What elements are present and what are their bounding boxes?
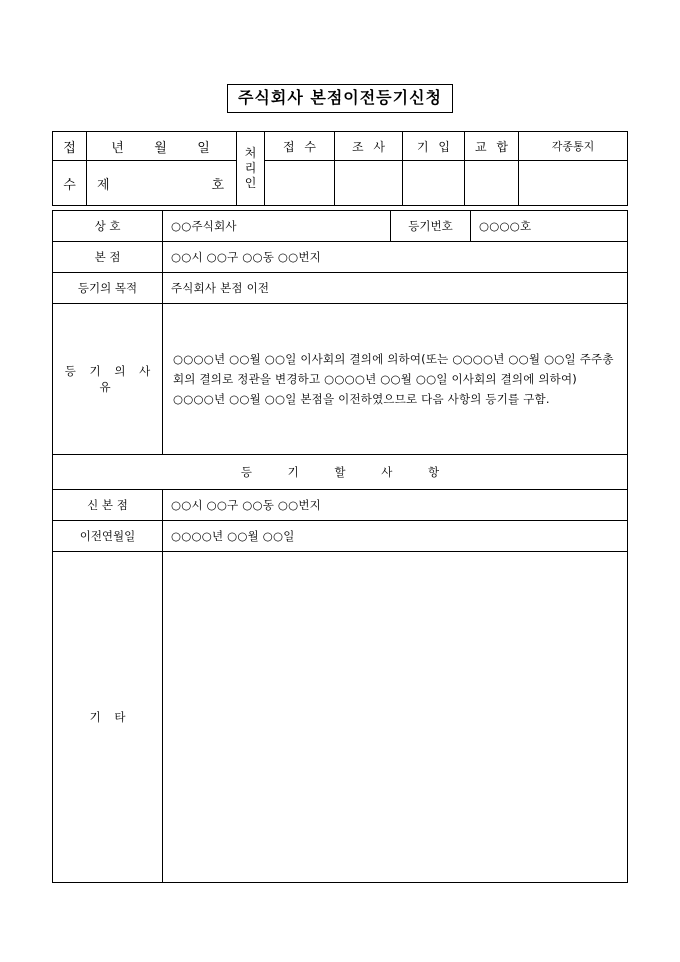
handler-label-2: 리 xyxy=(244,161,257,175)
table-row xyxy=(53,304,628,455)
label-etc: 기 타 xyxy=(53,552,163,883)
receipt-value-2[interactable] xyxy=(403,161,465,206)
receipt-value-3[interactable] xyxy=(465,161,519,206)
table-row xyxy=(53,242,628,273)
value-reason[interactable]: ○○○○년 ○○월 ○○일 이사회의 결의에 의하여(또는 ○○○○년 ○○월 ○○일 주주총회의 결의로 정관을 변경하고 ○○○○년 ○○월 ○○일 이사회의 결의에 의하여) ○○○○년 ○○월 ○○일 본점을 이전하였으므로 다음 사항의 등기를 구함. xyxy=(163,304,628,455)
receipt-column-header-3: 교 합 xyxy=(465,132,519,161)
receipt-number-suffix: 호 xyxy=(211,177,226,193)
label-new-office: 신 본 점 xyxy=(53,490,163,521)
handler-label-1: 처 xyxy=(244,146,257,160)
table-row xyxy=(53,490,628,521)
table-row xyxy=(53,161,628,206)
receipt-month-label: 월 xyxy=(154,140,169,156)
receipt-accept-label-1: 접 xyxy=(53,132,87,161)
value-head-office[interactable]: ○○시 ○○구 ○○동 ○○번지 xyxy=(163,242,628,273)
handler-label-cell xyxy=(237,132,265,206)
receipt-column-header-1: 조 사 xyxy=(335,132,403,161)
table-row xyxy=(53,211,628,242)
receipt-day-label: 일 xyxy=(197,140,212,156)
value-purpose[interactable]: 주식회사 본점 이전 xyxy=(163,273,628,304)
table-row xyxy=(53,455,628,490)
table-row xyxy=(53,521,628,552)
label-move-date: 이전연월일 xyxy=(53,521,163,552)
title-container xyxy=(0,84,680,113)
receipt-date-cell xyxy=(87,132,237,161)
value-etc[interactable] xyxy=(163,552,628,883)
table-row xyxy=(53,132,628,161)
table-row xyxy=(53,273,628,304)
receipt-table xyxy=(52,131,628,206)
section-header-registration-items: 등 기 할 사 항 xyxy=(53,455,628,490)
label-reason: 등 기 의 사 유 xyxy=(53,304,163,455)
main-form-table xyxy=(52,210,628,883)
receipt-value-4[interactable] xyxy=(519,161,628,206)
receipt-year-label: 년 xyxy=(111,140,126,156)
page-title: 주식회사 본점이전등기신청 xyxy=(227,84,453,113)
label-trade-name: 상 호 xyxy=(53,211,163,242)
receipt-column-header-0: 접 수 xyxy=(265,132,335,161)
receipt-value-0[interactable] xyxy=(265,161,335,206)
receipt-number-prefix: 제 xyxy=(97,177,112,193)
label-head-office: 본 점 xyxy=(53,242,163,273)
receipt-accept-label-2: 수 xyxy=(53,161,87,206)
handler-label-3: 인 xyxy=(244,176,257,190)
value-new-office[interactable]: ○○시 ○○구 ○○동 ○○번지 xyxy=(163,490,628,521)
label-purpose: 등기의 목적 xyxy=(53,273,163,304)
label-registration-number: 등기번호 xyxy=(391,211,471,242)
value-registration-number[interactable]: ○○○○호 xyxy=(471,211,628,242)
receipt-value-1[interactable] xyxy=(335,161,403,206)
receipt-column-header-2: 기 입 xyxy=(403,132,465,161)
receipt-number-cell[interactable] xyxy=(87,161,237,206)
receipt-column-header-4: 각종통지 xyxy=(519,132,628,161)
value-trade-name[interactable]: ○○주식회사 xyxy=(163,211,391,242)
table-row xyxy=(53,552,628,883)
value-move-date[interactable]: ○○○○년 ○○월 ○○일 xyxy=(163,521,628,552)
